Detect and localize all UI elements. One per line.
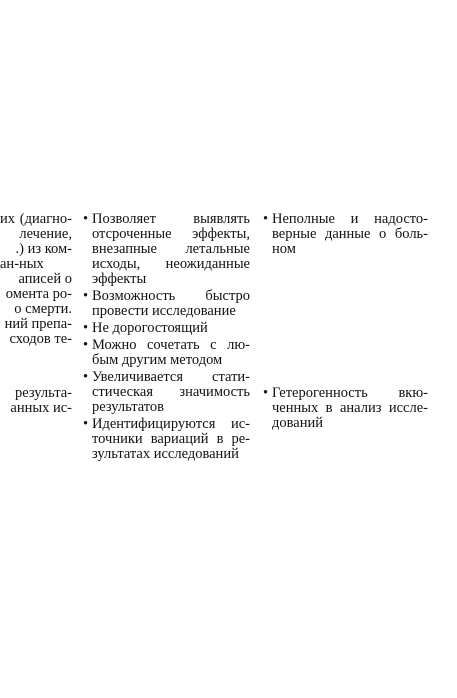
item-line: верные данные о боль-	[272, 226, 428, 242]
left-text-line: ний препа-	[4, 316, 72, 332]
item-line: исходы, неожиданные	[92, 256, 250, 272]
left-text-line: .) из ком-	[15, 241, 72, 257]
left-text-line: о смерти.	[14, 301, 72, 317]
advantage-item	[83, 338, 250, 368]
limitation-item	[263, 212, 428, 257]
item-line: • Возможность быстро	[92, 288, 250, 304]
left-text-line: ан-ных	[0, 256, 44, 272]
limitations-list	[263, 212, 428, 257]
item-line: • Гетерогенность вкю-	[272, 385, 428, 401]
item-line: • Позволяет выявлять	[92, 211, 250, 227]
item-line: • Идентифицируются ис-	[92, 416, 250, 432]
item-line: • Не дорогостоящий	[92, 320, 208, 336]
item-line: • Неполные и надосто-	[272, 211, 428, 227]
limitation-item	[263, 386, 428, 431]
limitations-list-2	[263, 386, 428, 431]
item-line: точники вариаций в ре-	[92, 431, 250, 447]
item-line: дований	[272, 415, 323, 431]
left-column-block-1	[0, 212, 72, 347]
advantage-item	[83, 370, 250, 415]
limitations-column	[263, 212, 428, 259]
item-line: внезапные летальные	[92, 241, 250, 257]
left-text-line: аписей о	[18, 271, 72, 287]
item-line: провести исследование	[92, 303, 236, 319]
item-line: ном	[272, 241, 296, 257]
advantage-item	[83, 289, 250, 319]
limitations-column-2	[263, 386, 428, 433]
item-line: ченных в анализ иссле-	[272, 400, 428, 416]
item-line: стическая значимость	[92, 384, 250, 400]
advantages-list	[83, 212, 250, 462]
advantage-item	[83, 321, 250, 336]
item-line: бым другим методом	[92, 352, 223, 368]
item-line: • Увеличивается стати-	[92, 369, 250, 385]
advantage-item	[83, 417, 250, 462]
item-line: отсроченные эффекты,	[92, 226, 250, 242]
left-text-line: сходов те-	[9, 331, 72, 347]
advantages-column	[83, 212, 250, 464]
item-line: • Можно сочетать с лю-	[92, 337, 250, 353]
item-line: эффекты	[92, 271, 147, 287]
left-column-block-2	[0, 386, 72, 416]
left-text-line: их (диагно-	[0, 212, 72, 227]
left-text-line: омента ро-	[5, 286, 72, 302]
item-line: результатов	[92, 399, 165, 415]
left-text-line: лечение,	[19, 226, 72, 242]
item-line: зультатах исследований	[92, 446, 239, 462]
left-text-line: анных ис-	[10, 400, 72, 416]
advantage-item	[83, 212, 250, 287]
left-text-line: результа-	[15, 386, 72, 401]
